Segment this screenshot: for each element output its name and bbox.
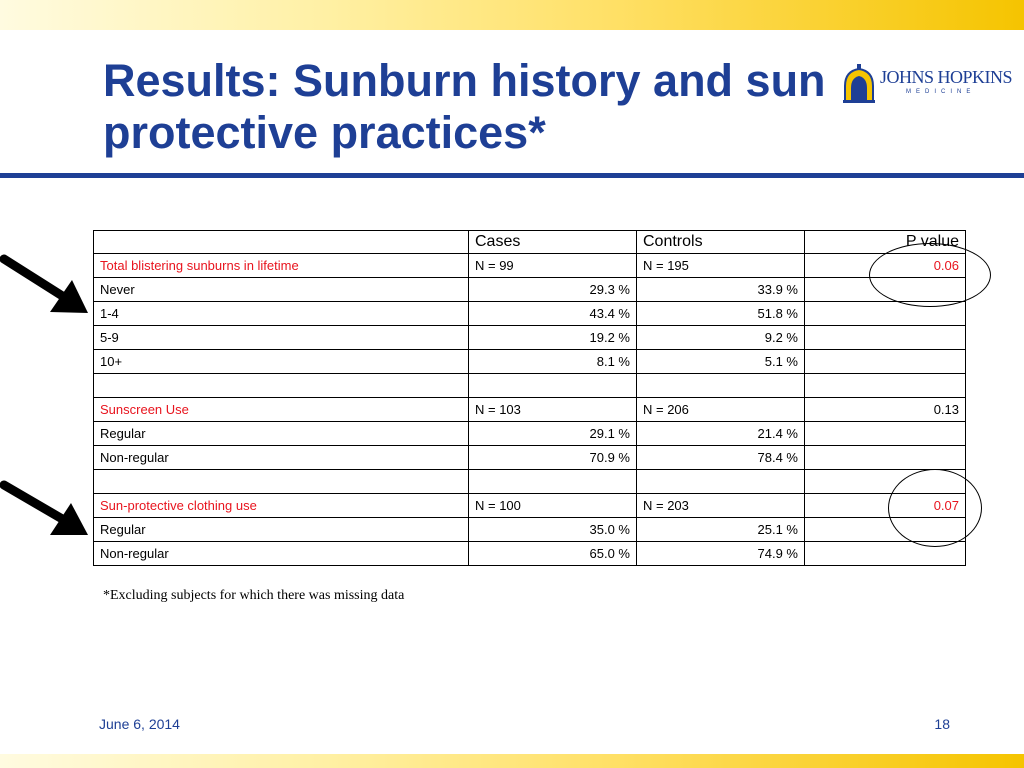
row-label: Total blistering sunburns in lifetime	[94, 254, 469, 278]
row-label: Sunscreen Use	[94, 398, 469, 422]
row-controls: N = 206	[637, 398, 805, 422]
row-cases	[469, 470, 637, 494]
row-p-value	[805, 350, 966, 374]
row-controls	[637, 470, 805, 494]
row-p-value: 0.13	[805, 398, 966, 422]
row-controls: 74.9 %	[637, 542, 805, 566]
row-controls: 25.1 %	[637, 518, 805, 542]
arrow-icon	[0, 250, 92, 320]
highlight-circle-sunburn-p	[869, 243, 991, 307]
arrow-icon	[0, 476, 92, 542]
table-row	[94, 302, 966, 326]
table-row	[94, 494, 966, 518]
page-number: 18	[934, 716, 950, 732]
row-controls: N = 195	[637, 254, 805, 278]
footnote: *Excluding subjects for which there was missing data	[103, 588, 405, 603]
results-table	[93, 230, 966, 566]
row-cases: N = 100	[469, 494, 637, 518]
header-controls: Controls	[637, 231, 805, 254]
row-controls: 78.4 %	[637, 446, 805, 470]
table-row	[94, 518, 966, 542]
row-label	[94, 374, 469, 398]
table-row	[94, 446, 966, 470]
row-cases: 8.1 %	[469, 350, 637, 374]
row-cases: 29.3 %	[469, 278, 637, 302]
row-cases: 29.1 %	[469, 422, 637, 446]
row-label: 1-4	[94, 302, 469, 326]
row-p-value	[805, 422, 966, 446]
table-row	[94, 422, 966, 446]
top-gold-stripe	[0, 0, 1024, 30]
header-cases: Cases	[469, 231, 637, 254]
row-cases: N = 99	[469, 254, 637, 278]
row-label: 10+	[94, 350, 469, 374]
row-cases: 65.0 %	[469, 542, 637, 566]
row-cases	[469, 374, 637, 398]
table-row	[94, 542, 966, 566]
row-p-value	[805, 326, 966, 350]
row-cases: 35.0 %	[469, 518, 637, 542]
row-p-value	[805, 446, 966, 470]
header-p-value: P value	[805, 231, 966, 254]
row-controls: 5.1 %	[637, 350, 805, 374]
table-row	[94, 326, 966, 350]
table-row	[94, 350, 966, 374]
row-controls: 33.9 %	[637, 278, 805, 302]
row-label: Never	[94, 278, 469, 302]
row-label: 5-9	[94, 326, 469, 350]
slide-title: Results: Sunburn history and sun protective practices*	[103, 55, 826, 158]
bottom-gold-stripe	[0, 754, 1024, 768]
row-controls: N = 203	[637, 494, 805, 518]
row-controls: 51.8 %	[637, 302, 805, 326]
row-controls	[637, 374, 805, 398]
table-row	[94, 278, 966, 302]
logo-subtitle-text: MEDICINE	[906, 89, 976, 95]
row-label: Sun-protective clothing use	[94, 494, 469, 518]
row-label: Non-regular	[94, 446, 469, 470]
johns-hopkins-logo	[842, 64, 1013, 104]
row-controls: 9.2 %	[637, 326, 805, 350]
row-label	[94, 470, 469, 494]
row-label: Regular	[94, 422, 469, 446]
slide-date: June 6, 2014	[99, 716, 180, 732]
dome-icon	[842, 64, 876, 104]
title-divider	[0, 173, 1024, 178]
row-cases: 19.2 %	[469, 326, 637, 350]
table-header-row	[94, 231, 966, 254]
row-cases: 70.9 %	[469, 446, 637, 470]
table-row	[94, 254, 966, 278]
table-row-spacer	[94, 470, 966, 494]
row-label: Regular	[94, 518, 469, 542]
row-cases: 43.4 %	[469, 302, 637, 326]
row-controls: 21.4 %	[637, 422, 805, 446]
row-p-value	[805, 374, 966, 398]
header-blank	[94, 231, 469, 254]
row-cases: N = 103	[469, 398, 637, 422]
logo-name-text: JOHNS HOPKINS	[880, 67, 1013, 87]
row-p-value: 0.07	[805, 494, 966, 518]
table-row	[94, 398, 966, 422]
table-row-spacer	[94, 374, 966, 398]
highlight-circle-clothing-p	[888, 469, 982, 547]
row-p-value: 0.06	[805, 254, 966, 278]
row-label: Non-regular	[94, 542, 469, 566]
